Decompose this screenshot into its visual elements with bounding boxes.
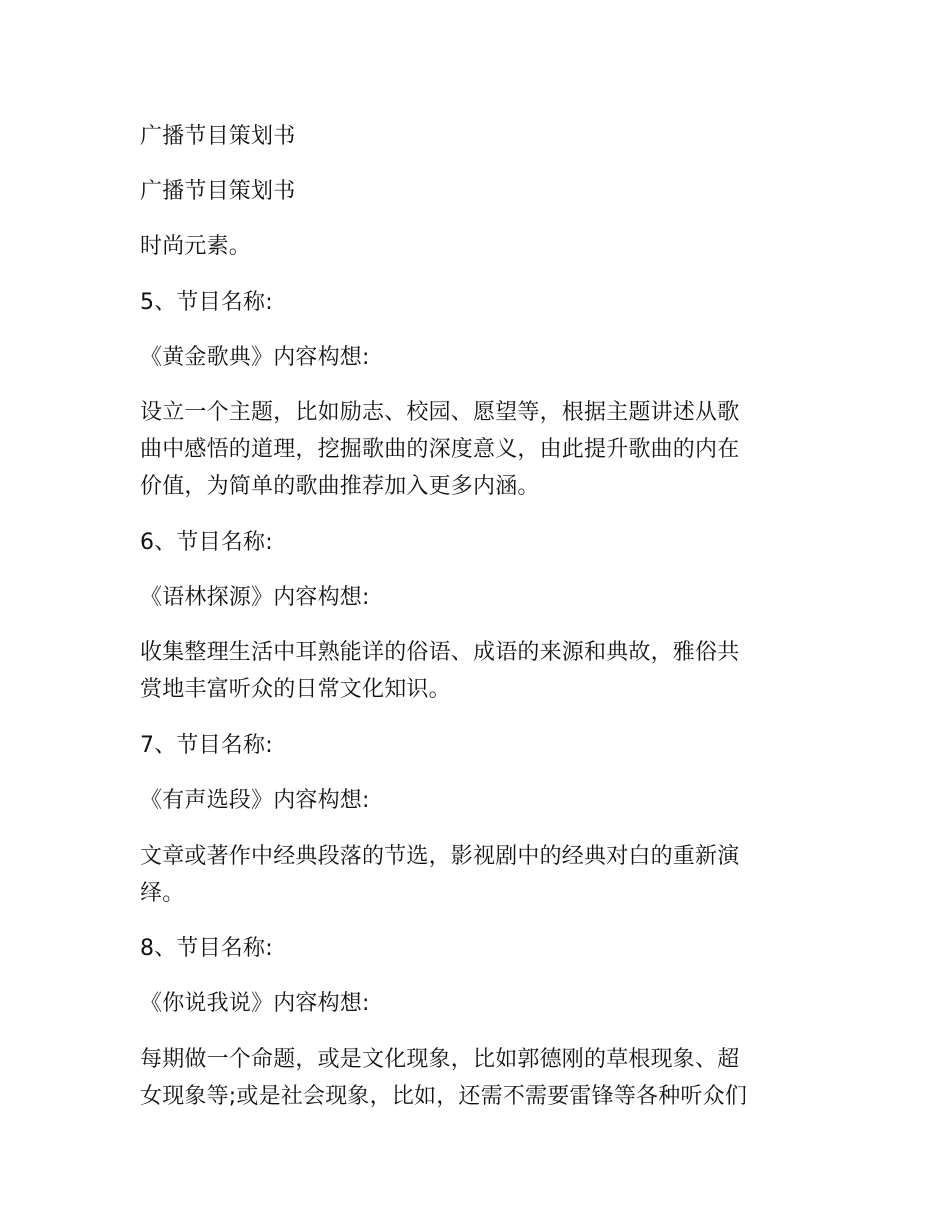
concept-title-7: 《有声选段》内容构想:	[140, 788, 370, 813]
document-title: 广播节目策划书	[140, 179, 296, 204]
section-heading-5: 5、节目名称:	[140, 290, 273, 315]
section-heading-6: 6、节目名称:	[140, 530, 273, 555]
concept-title-5: 《黄金歌典》内容构想:	[140, 345, 370, 370]
concept-title-6: 《语林探源》内容构想:	[140, 585, 370, 610]
concept-body-7	[140, 838, 812, 912]
concept-body-5	[140, 394, 812, 505]
concept-body-8-line: 女现象等;或是社会现象，比如，还需不需要雷锋等各种听众们	[140, 1084, 748, 1109]
concept-body-6-line: 赏地丰富听众的日常文化知识。	[140, 677, 451, 702]
concept-body-8-line: 每期做一个命题，或是文化现象，比如郭德刚的草根现象、超	[140, 1047, 740, 1072]
concept-body-5-line: 价值，为简单的歌曲推荐加入更多内涵。	[140, 474, 540, 499]
concept-body-5-line: 设立一个主题，比如励志、校园、愿望等，根据主题讲述从歌	[140, 400, 740, 425]
concept-body-7-line: 绎。	[140, 881, 185, 906]
header-title: 广播节目策划书	[140, 124, 296, 149]
section-heading-7: 7、节目名称:	[140, 733, 273, 758]
concept-body-7-line: 文章或著作中经典段落的节选，影视剧中的经典对白的重新演	[140, 844, 740, 869]
concept-body-5-line: 曲中感悟的道理，挖掘歌曲的深度意义，由此提升歌曲的内在	[140, 437, 740, 462]
concept-body-6	[140, 634, 812, 708]
concept-body-8	[140, 1041, 812, 1115]
concept-title-8: 《你说我说》内容构想:	[140, 991, 370, 1016]
section-heading-8: 8、节目名称:	[140, 936, 273, 961]
concept-body-6-line: 收集整理生活中耳熟能详的俗语、成语的来源和典故，雅俗共	[140, 640, 740, 665]
intro-paragraph: 时尚元素。	[140, 234, 252, 259]
